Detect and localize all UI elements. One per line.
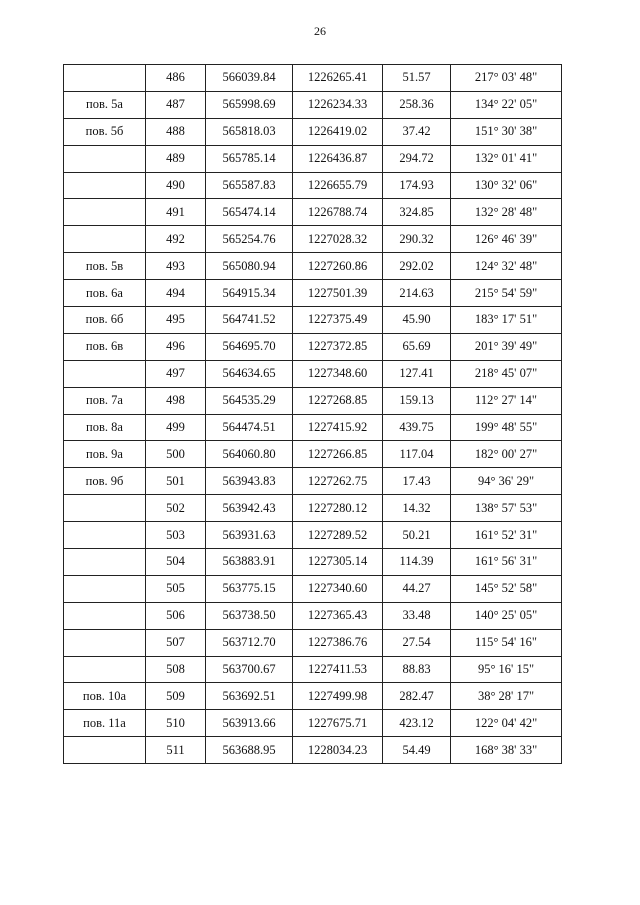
segment-length-cell: 292.02 [383,253,451,280]
table-row [64,199,562,226]
turn-label-cell [64,522,146,549]
table-row [64,495,562,522]
segment-length-cell: 65.69 [383,333,451,360]
point-number-cell: 486 [146,65,206,92]
table-row [64,91,562,118]
turn-label-cell [64,737,146,764]
point-number-cell: 492 [146,226,206,253]
point-number-cell: 509 [146,683,206,710]
segment-length-cell: 51.57 [383,65,451,92]
turn-label-cell: пов. 5б [64,118,146,145]
point-number-cell: 510 [146,710,206,737]
y-coordinate-cell: 1227266.85 [293,441,383,468]
y-coordinate-cell: 1227415.92 [293,414,383,441]
y-coordinate-cell: 1227028.32 [293,226,383,253]
point-number-cell: 494 [146,280,206,307]
y-coordinate-cell: 1227411.53 [293,656,383,683]
x-coordinate-cell: 563700.67 [206,656,293,683]
y-coordinate-cell: 1227375.49 [293,307,383,334]
direction-angle-cell: 182° 00' 27" [451,441,562,468]
direction-angle-cell: 132° 01' 41" [451,145,562,172]
segment-length-cell: 50.21 [383,522,451,549]
x-coordinate-cell: 564634.65 [206,360,293,387]
y-coordinate-cell: 1227499.98 [293,683,383,710]
segment-length-cell: 294.72 [383,145,451,172]
point-number-cell: 497 [146,360,206,387]
point-number-cell: 506 [146,602,206,629]
direction-angle-cell: 122° 04' 42" [451,710,562,737]
point-number-cell: 501 [146,468,206,495]
segment-length-cell: 14.32 [383,495,451,522]
direction-angle-cell: 112° 27' 14" [451,387,562,414]
direction-angle-cell: 126° 46' 39" [451,226,562,253]
table-row [64,414,562,441]
point-number-cell: 505 [146,575,206,602]
turn-label-cell [64,629,146,656]
x-coordinate-cell: 563692.51 [206,683,293,710]
table-row [64,145,562,172]
segment-length-cell: 114.39 [383,549,451,576]
segment-length-cell: 17.43 [383,468,451,495]
y-coordinate-cell: 1227372.85 [293,333,383,360]
segment-length-cell: 159.13 [383,387,451,414]
point-number-cell: 502 [146,495,206,522]
y-coordinate-cell: 1227675.71 [293,710,383,737]
direction-angle-cell: 138° 57' 53" [451,495,562,522]
point-number-cell: 488 [146,118,206,145]
table-row [64,441,562,468]
x-coordinate-cell: 564535.29 [206,387,293,414]
direction-angle-cell: 217° 03' 48" [451,65,562,92]
x-coordinate-cell: 564695.70 [206,333,293,360]
direction-angle-cell: 134° 22' 05" [451,91,562,118]
point-number-cell: 503 [146,522,206,549]
x-coordinate-cell: 563712.70 [206,629,293,656]
y-coordinate-cell: 1227348.60 [293,360,383,387]
direction-angle-cell: 124° 32' 48" [451,253,562,280]
x-coordinate-cell: 565998.69 [206,91,293,118]
segment-length-cell: 174.93 [383,172,451,199]
turn-label-cell: пов. 11а [64,710,146,737]
segment-length-cell: 44.27 [383,575,451,602]
y-coordinate-cell: 1227260.86 [293,253,383,280]
point-number-cell: 487 [146,91,206,118]
x-coordinate-cell: 565474.14 [206,199,293,226]
direction-angle-cell: 140° 25' 05" [451,602,562,629]
table-row [64,468,562,495]
segment-length-cell: 439.75 [383,414,451,441]
direction-angle-cell: 161° 52' 31" [451,522,562,549]
direction-angle-cell: 183° 17' 51" [451,307,562,334]
y-coordinate-cell: 1226436.87 [293,145,383,172]
table-row [64,387,562,414]
turn-label-cell [64,226,146,253]
point-number-cell: 511 [146,737,206,764]
point-number-cell: 493 [146,253,206,280]
turn-label-cell [64,495,146,522]
table-row [64,360,562,387]
direction-angle-cell: 218° 45' 07" [451,360,562,387]
y-coordinate-cell: 1227262.75 [293,468,383,495]
x-coordinate-cell: 563775.15 [206,575,293,602]
table-row [64,118,562,145]
direction-angle-cell: 130° 32' 06" [451,172,562,199]
point-number-cell: 508 [146,656,206,683]
turn-label-cell: пов. 6а [64,280,146,307]
segment-length-cell: 88.83 [383,656,451,683]
coordinates-table [63,64,562,764]
turn-label-cell [64,360,146,387]
x-coordinate-cell: 563688.95 [206,737,293,764]
y-coordinate-cell: 1226265.41 [293,65,383,92]
table-row [64,65,562,92]
y-coordinate-cell: 1227386.76 [293,629,383,656]
direction-angle-cell: 199° 48' 55" [451,414,562,441]
segment-length-cell: 27.54 [383,629,451,656]
segment-length-cell: 214.63 [383,280,451,307]
x-coordinate-cell: 566039.84 [206,65,293,92]
turn-label-cell: пов. 5в [64,253,146,280]
table-row [64,307,562,334]
point-number-cell: 490 [146,172,206,199]
table-row [64,522,562,549]
direction-angle-cell: 95° 16' 15" [451,656,562,683]
x-coordinate-cell: 563942.43 [206,495,293,522]
point-number-cell: 504 [146,549,206,576]
x-coordinate-cell: 563931.63 [206,522,293,549]
x-coordinate-cell: 563913.66 [206,710,293,737]
table-row [64,575,562,602]
turn-label-cell [64,575,146,602]
table-row [64,737,562,764]
turn-label-cell: пов. 10а [64,683,146,710]
y-coordinate-cell: 1226788.74 [293,199,383,226]
table-row [64,710,562,737]
turn-label-cell [64,549,146,576]
segment-length-cell: 45.90 [383,307,451,334]
table-row [64,549,562,576]
segment-length-cell: 282.47 [383,683,451,710]
turn-label-cell: пов. 9а [64,441,146,468]
turn-label-cell: пов. 8а [64,414,146,441]
point-number-cell: 496 [146,333,206,360]
direction-angle-cell: 201° 39' 49" [451,333,562,360]
x-coordinate-cell: 563883.91 [206,549,293,576]
segment-length-cell: 127.41 [383,360,451,387]
turn-label-cell [64,65,146,92]
direction-angle-cell: 115° 54' 16" [451,629,562,656]
turn-label-cell [64,172,146,199]
direction-angle-cell: 94° 36' 29" [451,468,562,495]
y-coordinate-cell: 1227280.12 [293,495,383,522]
table-row [64,333,562,360]
table-row [64,602,562,629]
table-row [64,280,562,307]
segment-length-cell: 33.48 [383,602,451,629]
y-coordinate-cell: 1226655.79 [293,172,383,199]
x-coordinate-cell: 564741.52 [206,307,293,334]
turn-label-cell [64,199,146,226]
segment-length-cell: 54.49 [383,737,451,764]
x-coordinate-cell: 565785.14 [206,145,293,172]
turn-label-cell: пов. 6б [64,307,146,334]
segment-length-cell: 258.36 [383,91,451,118]
x-coordinate-cell: 565818.03 [206,118,293,145]
direction-angle-cell: 151° 30' 38" [451,118,562,145]
x-coordinate-cell: 563738.50 [206,602,293,629]
coordinates-table-body [64,65,562,764]
direction-angle-cell: 215° 54' 59" [451,280,562,307]
turn-label-cell [64,656,146,683]
segment-length-cell: 117.04 [383,441,451,468]
turn-label-cell [64,602,146,629]
segment-length-cell: 423.12 [383,710,451,737]
point-number-cell: 489 [146,145,206,172]
table-row [64,656,562,683]
x-coordinate-cell: 564060.80 [206,441,293,468]
page-number: 26 [314,24,326,38]
table-row [64,253,562,280]
y-coordinate-cell: 1227501.39 [293,280,383,307]
x-coordinate-cell: 564915.34 [206,280,293,307]
x-coordinate-cell: 565254.76 [206,226,293,253]
y-coordinate-cell: 1227365.43 [293,602,383,629]
direction-angle-cell: 38° 28' 17" [451,683,562,710]
point-number-cell: 495 [146,307,206,334]
direction-angle-cell: 145° 52' 58" [451,575,562,602]
direction-angle-cell: 161° 56' 31" [451,549,562,576]
x-coordinate-cell: 563943.83 [206,468,293,495]
turn-label-cell: пов. 9б [64,468,146,495]
segment-length-cell: 37.42 [383,118,451,145]
point-number-cell: 491 [146,199,206,226]
y-coordinate-cell: 1227268.85 [293,387,383,414]
direction-angle-cell: 132° 28' 48" [451,199,562,226]
turn-label-cell: пов. 7а [64,387,146,414]
y-coordinate-cell: 1227305.14 [293,549,383,576]
x-coordinate-cell: 565080.94 [206,253,293,280]
y-coordinate-cell: 1228034.23 [293,737,383,764]
direction-angle-cell: 168° 38' 33" [451,737,562,764]
y-coordinate-cell: 1227340.60 [293,575,383,602]
table-row [64,683,562,710]
turn-label-cell: пов. 6в [64,333,146,360]
turn-label-cell [64,145,146,172]
table-row [64,226,562,253]
segment-length-cell: 290.32 [383,226,451,253]
turn-label-cell: пов. 5а [64,91,146,118]
table-row [64,172,562,199]
y-coordinate-cell: 1226419.02 [293,118,383,145]
y-coordinate-cell: 1227289.52 [293,522,383,549]
table-row [64,629,562,656]
y-coordinate-cell: 1226234.33 [293,91,383,118]
segment-length-cell: 324.85 [383,199,451,226]
point-number-cell: 500 [146,441,206,468]
point-number-cell: 498 [146,387,206,414]
x-coordinate-cell: 564474.51 [206,414,293,441]
point-number-cell: 507 [146,629,206,656]
point-number-cell: 499 [146,414,206,441]
x-coordinate-cell: 565587.83 [206,172,293,199]
